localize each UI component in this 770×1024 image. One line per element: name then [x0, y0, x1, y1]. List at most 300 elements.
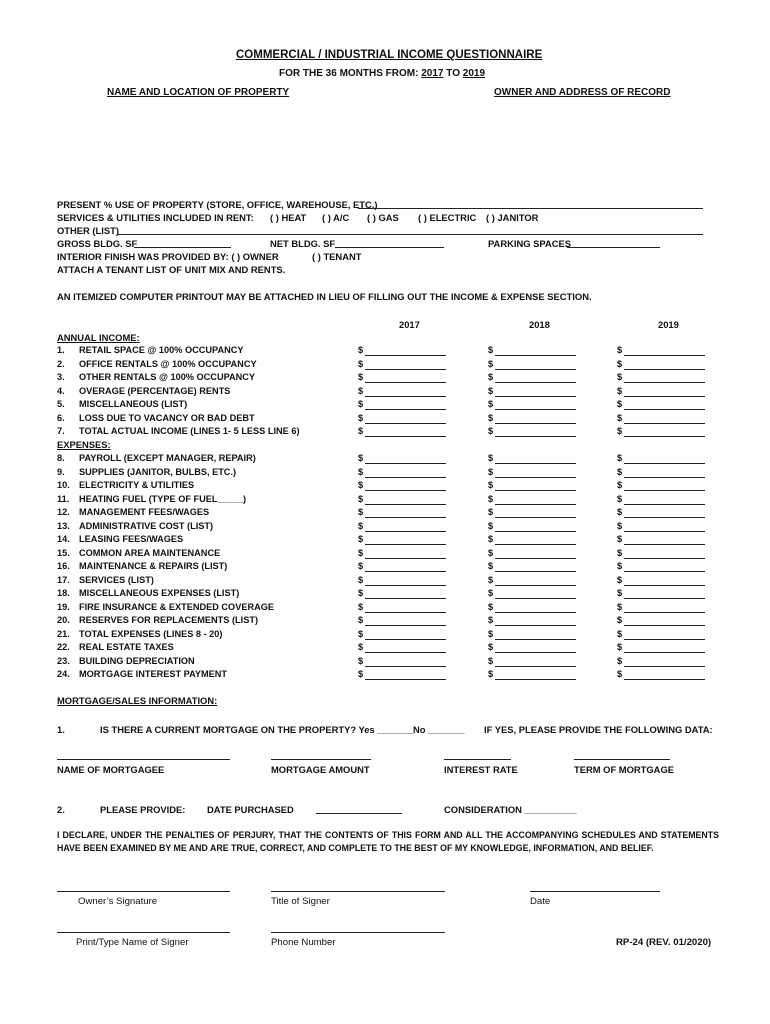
line-item-number: 11. [57, 493, 70, 504]
amount-underline [495, 477, 576, 478]
amount-field-2019[interactable] [617, 426, 707, 437]
dollar-sign: $ [488, 534, 494, 544]
heat-checkbox[interactable]: ( ) HEAT [270, 212, 307, 223]
consideration-field[interactable]: CONSIDERATION __________ [444, 804, 577, 815]
mortgage-amount-field[interactable] [271, 759, 371, 760]
amount-field-2017[interactable] [358, 359, 448, 370]
dollar-sign: $ [617, 588, 623, 598]
dollar-sign: $ [358, 628, 364, 639]
amount-underline [495, 382, 576, 383]
date-field[interactable] [530, 891, 660, 892]
amount-field-2017[interactable] [358, 345, 448, 356]
amount-field-2017[interactable] [358, 548, 448, 559]
interest-rate-field[interactable] [444, 759, 511, 760]
dollar-sign: $ [358, 399, 364, 409]
line-item-label: MANAGEMENT FEES/WAGES [79, 507, 210, 517]
mortgage-amount-label: MORTGAGE AMOUNT [271, 764, 370, 775]
amount-field-2018[interactable] [488, 588, 578, 599]
amount-field-2017[interactable] [358, 534, 448, 545]
line-item-row [0, 615, 770, 628]
mortgagee-field[interactable] [57, 759, 230, 760]
amount-underline [365, 531, 446, 532]
amount-underline [365, 571, 446, 572]
line-item-label: REAL ESTATE TAXES [79, 642, 174, 652]
amount-field-2019[interactable] [617, 575, 707, 586]
dollar-sign: $ [358, 493, 364, 504]
amount-underline [495, 490, 576, 491]
amount-field-2019[interactable] [617, 602, 707, 613]
line-item-label: MAINTENANCE & REPAIRS (LIST) [79, 561, 228, 571]
dollar-sign: $ [358, 345, 364, 355]
attach-tenant-list: ATTACH A TENANT LIST OF UNIT MIX AND RENTS. [57, 264, 286, 275]
amount-field-2018[interactable] [488, 507, 578, 518]
term-label: TERM OF MORTGAGE [574, 764, 674, 775]
amount-field-2018[interactable] [488, 413, 578, 424]
amount-underline [624, 585, 705, 586]
form-title: COMMERCIAL / INDUSTRIAL INCOME QUESTIONNAIRE [236, 49, 543, 61]
dollar-sign: $ [617, 345, 623, 355]
amount-field-2019[interactable] [617, 561, 707, 572]
amount-field-2018[interactable] [488, 494, 578, 505]
amount-field-2017[interactable] [358, 656, 448, 667]
question-1-number: 1. [57, 724, 65, 735]
amount-field-2017[interactable] [358, 399, 448, 410]
dollar-sign: $ [488, 628, 494, 639]
amount-field-2018[interactable] [488, 669, 578, 680]
dollar-sign: $ [488, 372, 494, 382]
amount-underline [495, 598, 576, 599]
dollar-sign: $ [488, 520, 494, 531]
amount-field-2019[interactable] [617, 629, 707, 640]
dollar-sign: $ [358, 561, 364, 571]
amount-field-2019[interactable] [617, 494, 707, 505]
please-provide-label: PLEASE PROVIDE: [100, 804, 186, 815]
amount-underline [624, 409, 705, 410]
line-item-number: 5. [57, 399, 65, 409]
dollar-sign: $ [617, 601, 623, 612]
amount-underline [495, 369, 576, 370]
amount-underline [495, 531, 576, 532]
dollar-sign: $ [617, 412, 623, 423]
amount-underline [495, 517, 576, 518]
line-item-number: 1. [57, 345, 65, 355]
line-item-row [0, 480, 770, 493]
amount-underline [624, 571, 705, 572]
interior-finish-tenant[interactable]: ( ) TENANT [312, 251, 362, 262]
dollar-sign: $ [617, 466, 623, 477]
dollar-sign: $ [617, 534, 623, 544]
amount-underline [365, 625, 446, 626]
line-item-number: 23. [57, 655, 70, 666]
amount-field-2017[interactable] [358, 494, 448, 505]
dollar-sign: $ [488, 345, 494, 355]
amount-underline [495, 639, 576, 640]
ac-checkbox[interactable]: ( ) A/C [322, 212, 350, 223]
line-item-label: ELECTRICITY & UTILITIES [79, 480, 195, 490]
line-item-row [0, 372, 770, 385]
parking-field[interactable] [567, 247, 660, 248]
amount-field-2018[interactable] [488, 561, 578, 572]
line-item-number: 19. [57, 601, 70, 612]
gross-sf-field[interactable] [134, 247, 231, 248]
line-item-row [0, 602, 770, 615]
dollar-sign: $ [617, 642, 623, 652]
dollar-sign: $ [617, 493, 623, 504]
amount-underline [624, 396, 705, 397]
year-header-1: 2017 [399, 319, 420, 330]
amount-underline [495, 612, 576, 613]
dollar-sign: $ [488, 601, 494, 612]
line-item-number: 3. [57, 372, 65, 382]
amount-field-2019[interactable] [617, 453, 707, 464]
line-item-number: 16. [57, 561, 70, 571]
amount-field-2017[interactable] [358, 413, 448, 424]
amount-field-2018[interactable] [488, 602, 578, 613]
dollar-sign: $ [358, 615, 364, 625]
line-item-number: 15. [57, 547, 70, 558]
interior-finish-owner[interactable]: INTERIOR FINISH WAS PROVIDED BY: ( ) OWNER [57, 251, 279, 262]
dollar-sign: $ [358, 547, 364, 558]
amount-field-2019[interactable] [617, 507, 707, 518]
amount-underline [495, 558, 576, 559]
amount-underline [365, 382, 446, 383]
dollar-sign: $ [617, 358, 623, 369]
amount-underline [365, 517, 446, 518]
line-item-row [0, 386, 770, 399]
dollar-sign: $ [488, 507, 494, 517]
line-item-number: 12. [57, 507, 70, 517]
amount-field-2017[interactable] [358, 453, 448, 464]
line-item-number: 14. [57, 534, 70, 544]
year-header-2: 2018 [529, 319, 550, 330]
dollar-sign: $ [617, 453, 623, 463]
owner-signature-field[interactable] [57, 891, 230, 892]
amount-field-2018[interactable] [488, 372, 578, 383]
amount-underline [624, 558, 705, 559]
amount-field-2018[interactable] [488, 345, 578, 356]
other-list-label: OTHER (LIST) [57, 225, 119, 236]
dollar-sign: $ [358, 466, 364, 477]
amount-field-2019[interactable] [617, 480, 707, 491]
amount-field-2017[interactable] [358, 561, 448, 572]
dollar-sign: $ [488, 358, 494, 369]
amount-field-2019[interactable] [617, 656, 707, 667]
amount-underline [365, 652, 446, 653]
amount-underline [365, 423, 446, 424]
gas-checkbox[interactable]: ( ) GAS [367, 212, 399, 223]
year-header-3: 2019 [658, 319, 679, 330]
amount-field-2019[interactable] [617, 548, 707, 559]
dollar-sign: $ [358, 453, 364, 463]
amount-underline [495, 436, 576, 437]
amount-field-2017[interactable] [358, 575, 448, 586]
line-item-number: 10. [57, 480, 70, 490]
amount-underline [495, 396, 576, 397]
line-item-label: COMMON AREA MAINTENANCE [79, 547, 221, 558]
line-item-label: LOSS DUE TO VACANCY OR BAD DEBT [79, 412, 255, 423]
amount-underline [495, 463, 576, 464]
line-item-label: MISCELLANEOUS EXPENSES (LIST) [79, 588, 240, 598]
interest-rate-label: INTEREST RATE [444, 764, 518, 775]
amount-underline [624, 369, 705, 370]
dollar-sign: $ [358, 358, 364, 369]
dollar-sign: $ [488, 399, 494, 409]
amount-field-2019[interactable] [617, 588, 707, 599]
year-to: 2019 [462, 68, 486, 79]
amount-underline [624, 355, 705, 356]
line-item-number: 8. [57, 453, 65, 463]
amount-underline [624, 531, 705, 532]
present-use-field[interactable] [358, 208, 703, 209]
dollar-sign: $ [358, 574, 364, 585]
amount-underline [365, 463, 446, 464]
dollar-sign: $ [617, 655, 623, 666]
amount-underline [365, 504, 446, 505]
amount-field-2018[interactable] [488, 656, 578, 667]
amount-underline [495, 679, 576, 680]
amount-underline [365, 355, 446, 356]
question-1-text[interactable]: IS THERE A CURRENT MORTGAGE ON THE PROPERTY? Yes _______ [100, 724, 414, 735]
date-label: Date [530, 896, 551, 907]
amount-underline [365, 396, 446, 397]
dollar-sign: $ [488, 561, 494, 571]
dollar-sign: $ [488, 655, 494, 666]
line-item-row [0, 426, 770, 439]
line-item-row [0, 534, 770, 547]
amount-underline [624, 504, 705, 505]
line-item-row [0, 467, 770, 480]
amount-underline [365, 639, 446, 640]
mortgage-no[interactable]: No _______ [413, 724, 465, 735]
present-use-label: PRESENT % USE OF PROPERTY (STORE, OFFICE, WAREHOUSE, ETC.) [57, 199, 378, 210]
term-field[interactable] [574, 759, 670, 760]
amount-underline [624, 652, 705, 653]
line-item-label: LEASING FEES/WAGES [79, 534, 184, 544]
line-item-row [0, 413, 770, 426]
amount-field-2017[interactable] [358, 386, 448, 397]
amount-underline [365, 544, 446, 545]
line-item-label: SUPPLIES (JANITOR, BULBS, ETC.) [79, 466, 237, 477]
amount-field-2018[interactable] [488, 521, 578, 532]
net-sf-label: NET BLDG. SF [270, 238, 336, 249]
amount-field-2017[interactable] [358, 615, 448, 626]
line-item-row [0, 453, 770, 466]
to-word: TO [446, 68, 460, 79]
dollar-sign: $ [358, 520, 364, 531]
amount-field-2018[interactable] [488, 548, 578, 559]
amount-field-2018[interactable] [488, 642, 578, 653]
dollar-sign: $ [358, 480, 364, 490]
amount-field-2019[interactable] [617, 467, 707, 478]
line-item-row [0, 575, 770, 588]
line-item-label: TOTAL EXPENSES (LINES 8 - 20) [79, 628, 223, 639]
amount-underline [624, 666, 705, 667]
owner-signature-label: Owner’s Signature [78, 896, 158, 907]
line-item-row [0, 521, 770, 534]
name-location-label: NAME AND LOCATION OF PROPERTY [107, 87, 290, 98]
amount-field-2019[interactable] [617, 399, 707, 410]
dollar-sign: $ [358, 385, 364, 396]
line-item-row [0, 345, 770, 358]
line-item-number: 22. [57, 642, 70, 652]
amount-underline [624, 625, 705, 626]
line-item-row [0, 642, 770, 655]
amount-underline [624, 598, 705, 599]
dollar-sign: $ [617, 372, 623, 382]
net-sf-field[interactable] [335, 247, 444, 248]
amount-field-2019[interactable] [617, 669, 707, 680]
line-item-label: ADMINISTRATIVE COST (LIST) [79, 520, 214, 531]
amount-field-2019[interactable] [617, 359, 707, 370]
amount-field-2018[interactable] [488, 399, 578, 410]
print-name-field[interactable] [57, 932, 230, 933]
amount-underline [624, 544, 705, 545]
dollar-sign: $ [617, 507, 623, 517]
line-item-label: OFFICE RENTALS @ 100% OCCUPANCY [79, 358, 257, 369]
amount-field-2018[interactable] [488, 615, 578, 626]
line-item-label: OTHER RENTALS @ 100% OCCUPANCY [79, 372, 256, 382]
amount-field-2017[interactable] [358, 372, 448, 383]
amount-field-2017[interactable] [358, 602, 448, 613]
line-item-number: 4. [57, 385, 65, 396]
line-item-number: 6. [57, 412, 65, 423]
other-list-field[interactable] [118, 234, 703, 235]
amount-field-2019[interactable] [617, 642, 707, 653]
dollar-sign: $ [488, 466, 494, 477]
dollar-sign: $ [488, 412, 494, 423]
dollar-sign: $ [488, 642, 494, 652]
dollar-sign: $ [488, 493, 494, 504]
mortgage-heading: MORTGAGE/SALES INFORMATION: [57, 695, 218, 706]
amount-field-2019[interactable] [617, 413, 707, 424]
amount-field-2018[interactable] [488, 629, 578, 640]
line-item-label: FIRE INSURANCE & EXTENDED COVERAGE [79, 601, 275, 612]
title-of-signer-label: Title of Signer [271, 896, 330, 907]
dollar-sign: $ [488, 669, 494, 679]
dollar-sign: $ [358, 655, 364, 666]
amount-field-2018[interactable] [488, 575, 578, 586]
line-item-row [0, 561, 770, 574]
amount-underline [624, 463, 705, 464]
amount-underline [365, 558, 446, 559]
amount-underline [495, 544, 576, 545]
amount-field-2017[interactable] [358, 480, 448, 491]
title-of-signer-field[interactable] [271, 891, 445, 892]
dollar-sign: $ [488, 480, 494, 490]
line-item-row [0, 669, 770, 682]
amount-field-2019[interactable] [617, 521, 707, 532]
amount-underline [624, 679, 705, 680]
amount-field-2017[interactable] [358, 629, 448, 640]
amount-field-2018[interactable] [488, 534, 578, 545]
amount-field-2017[interactable] [358, 588, 448, 599]
dollar-sign: $ [358, 372, 364, 382]
line-item-label: OVERAGE (PERCENTAGE) RENTS [79, 385, 231, 396]
dollar-sign: $ [358, 507, 364, 517]
amount-field-2017[interactable] [358, 669, 448, 680]
line-item-row [0, 629, 770, 642]
amount-field-2019[interactable] [617, 386, 707, 397]
declaration-text: I DECLARE, UNDER THE PENALTIES OF PERJURY, THAT THE CONTENTS OF THIS FORM AND ALL THE ACCOMPANYING SCHEDULES AND STATEMENTS HAVE BEEN EXAMINED BY ME AND ARE TRUE, CORRECT, AND COMPLETE TO THE BEST OF MY KNOWLEDGE, INFORMATION, AND BELIEF. [57, 830, 719, 853]
amount-underline [365, 490, 446, 491]
line-item-number: 7. [57, 426, 65, 436]
line-item-row [0, 399, 770, 412]
dollar-sign: $ [617, 385, 623, 396]
amount-underline [495, 652, 576, 653]
amount-underline [365, 679, 446, 680]
year-from: 2017 [421, 68, 444, 79]
amount-underline [624, 477, 705, 478]
amount-field-2017[interactable] [358, 521, 448, 532]
dollar-sign: $ [488, 588, 494, 598]
janitor-checkbox[interactable]: ( ) JANITOR [486, 212, 539, 223]
date-purchased-label: DATE PURCHASED [207, 804, 294, 815]
electric-checkbox[interactable]: ( ) ELECTRIC [418, 212, 477, 223]
amount-field-2018[interactable] [488, 426, 578, 437]
dollar-sign: $ [617, 669, 623, 679]
amount-field-2018[interactable] [488, 467, 578, 478]
phone-field[interactable] [271, 932, 445, 933]
dollar-sign: $ [617, 628, 623, 639]
line-item-row [0, 588, 770, 601]
amount-field-2017[interactable] [358, 467, 448, 478]
line-item-label: PAYROLL (EXCEPT MANAGER, REPAIR) [79, 453, 256, 463]
dollar-sign: $ [488, 453, 494, 463]
parking-label: PARKING SPACES [488, 238, 571, 249]
line-item-number: 2. [57, 358, 65, 369]
amount-underline [495, 504, 576, 505]
dollar-sign: $ [617, 520, 623, 531]
amount-field-2019[interactable] [617, 615, 707, 626]
amount-field-2019[interactable] [617, 534, 707, 545]
phone-label: Phone Number [271, 937, 336, 948]
date-purchased-field[interactable] [316, 813, 402, 814]
dollar-sign: $ [358, 642, 364, 652]
amount-field-2017[interactable] [358, 507, 448, 518]
dollar-sign: $ [617, 574, 623, 585]
amount-field-2018[interactable] [488, 359, 578, 370]
amount-field-2019[interactable] [617, 345, 707, 356]
amount-field-2017[interactable] [358, 426, 448, 437]
amount-underline [495, 666, 576, 667]
dollar-sign: $ [617, 399, 623, 409]
amount-field-2018[interactable] [488, 386, 578, 397]
amount-underline [624, 490, 705, 491]
amount-field-2017[interactable] [358, 642, 448, 653]
line-item-label: TOTAL ACTUAL INCOME (LINES 1- 5 LESS LINE 6) [79, 426, 300, 436]
amount-underline [365, 369, 446, 370]
amount-underline [624, 639, 705, 640]
annual-income-heading: ANNUAL INCOME: [57, 332, 140, 343]
line-item-label: MISCELLANEOUS (LIST) [79, 399, 188, 409]
gross-sf-label: GROSS BLDG. SF [57, 238, 138, 249]
amount-field-2018[interactable] [488, 453, 578, 464]
line-item-row [0, 494, 770, 507]
amount-underline [495, 423, 576, 424]
amount-underline [365, 409, 446, 410]
line-item-label: RETAIL SPACE @ 100% OCCUPANCY [79, 345, 244, 355]
owner-address-label: OWNER AND ADDRESS OF RECORD [494, 87, 671, 98]
dollar-sign: $ [617, 615, 623, 625]
amount-field-2019[interactable] [617, 372, 707, 383]
expenses-heading: EXPENSES: [57, 439, 111, 450]
amount-underline [624, 517, 705, 518]
amount-underline [365, 436, 446, 437]
line-item-row [0, 548, 770, 561]
amount-field-2018[interactable] [488, 480, 578, 491]
dollar-sign: $ [358, 669, 364, 679]
question-2-number: 2. [57, 804, 65, 815]
